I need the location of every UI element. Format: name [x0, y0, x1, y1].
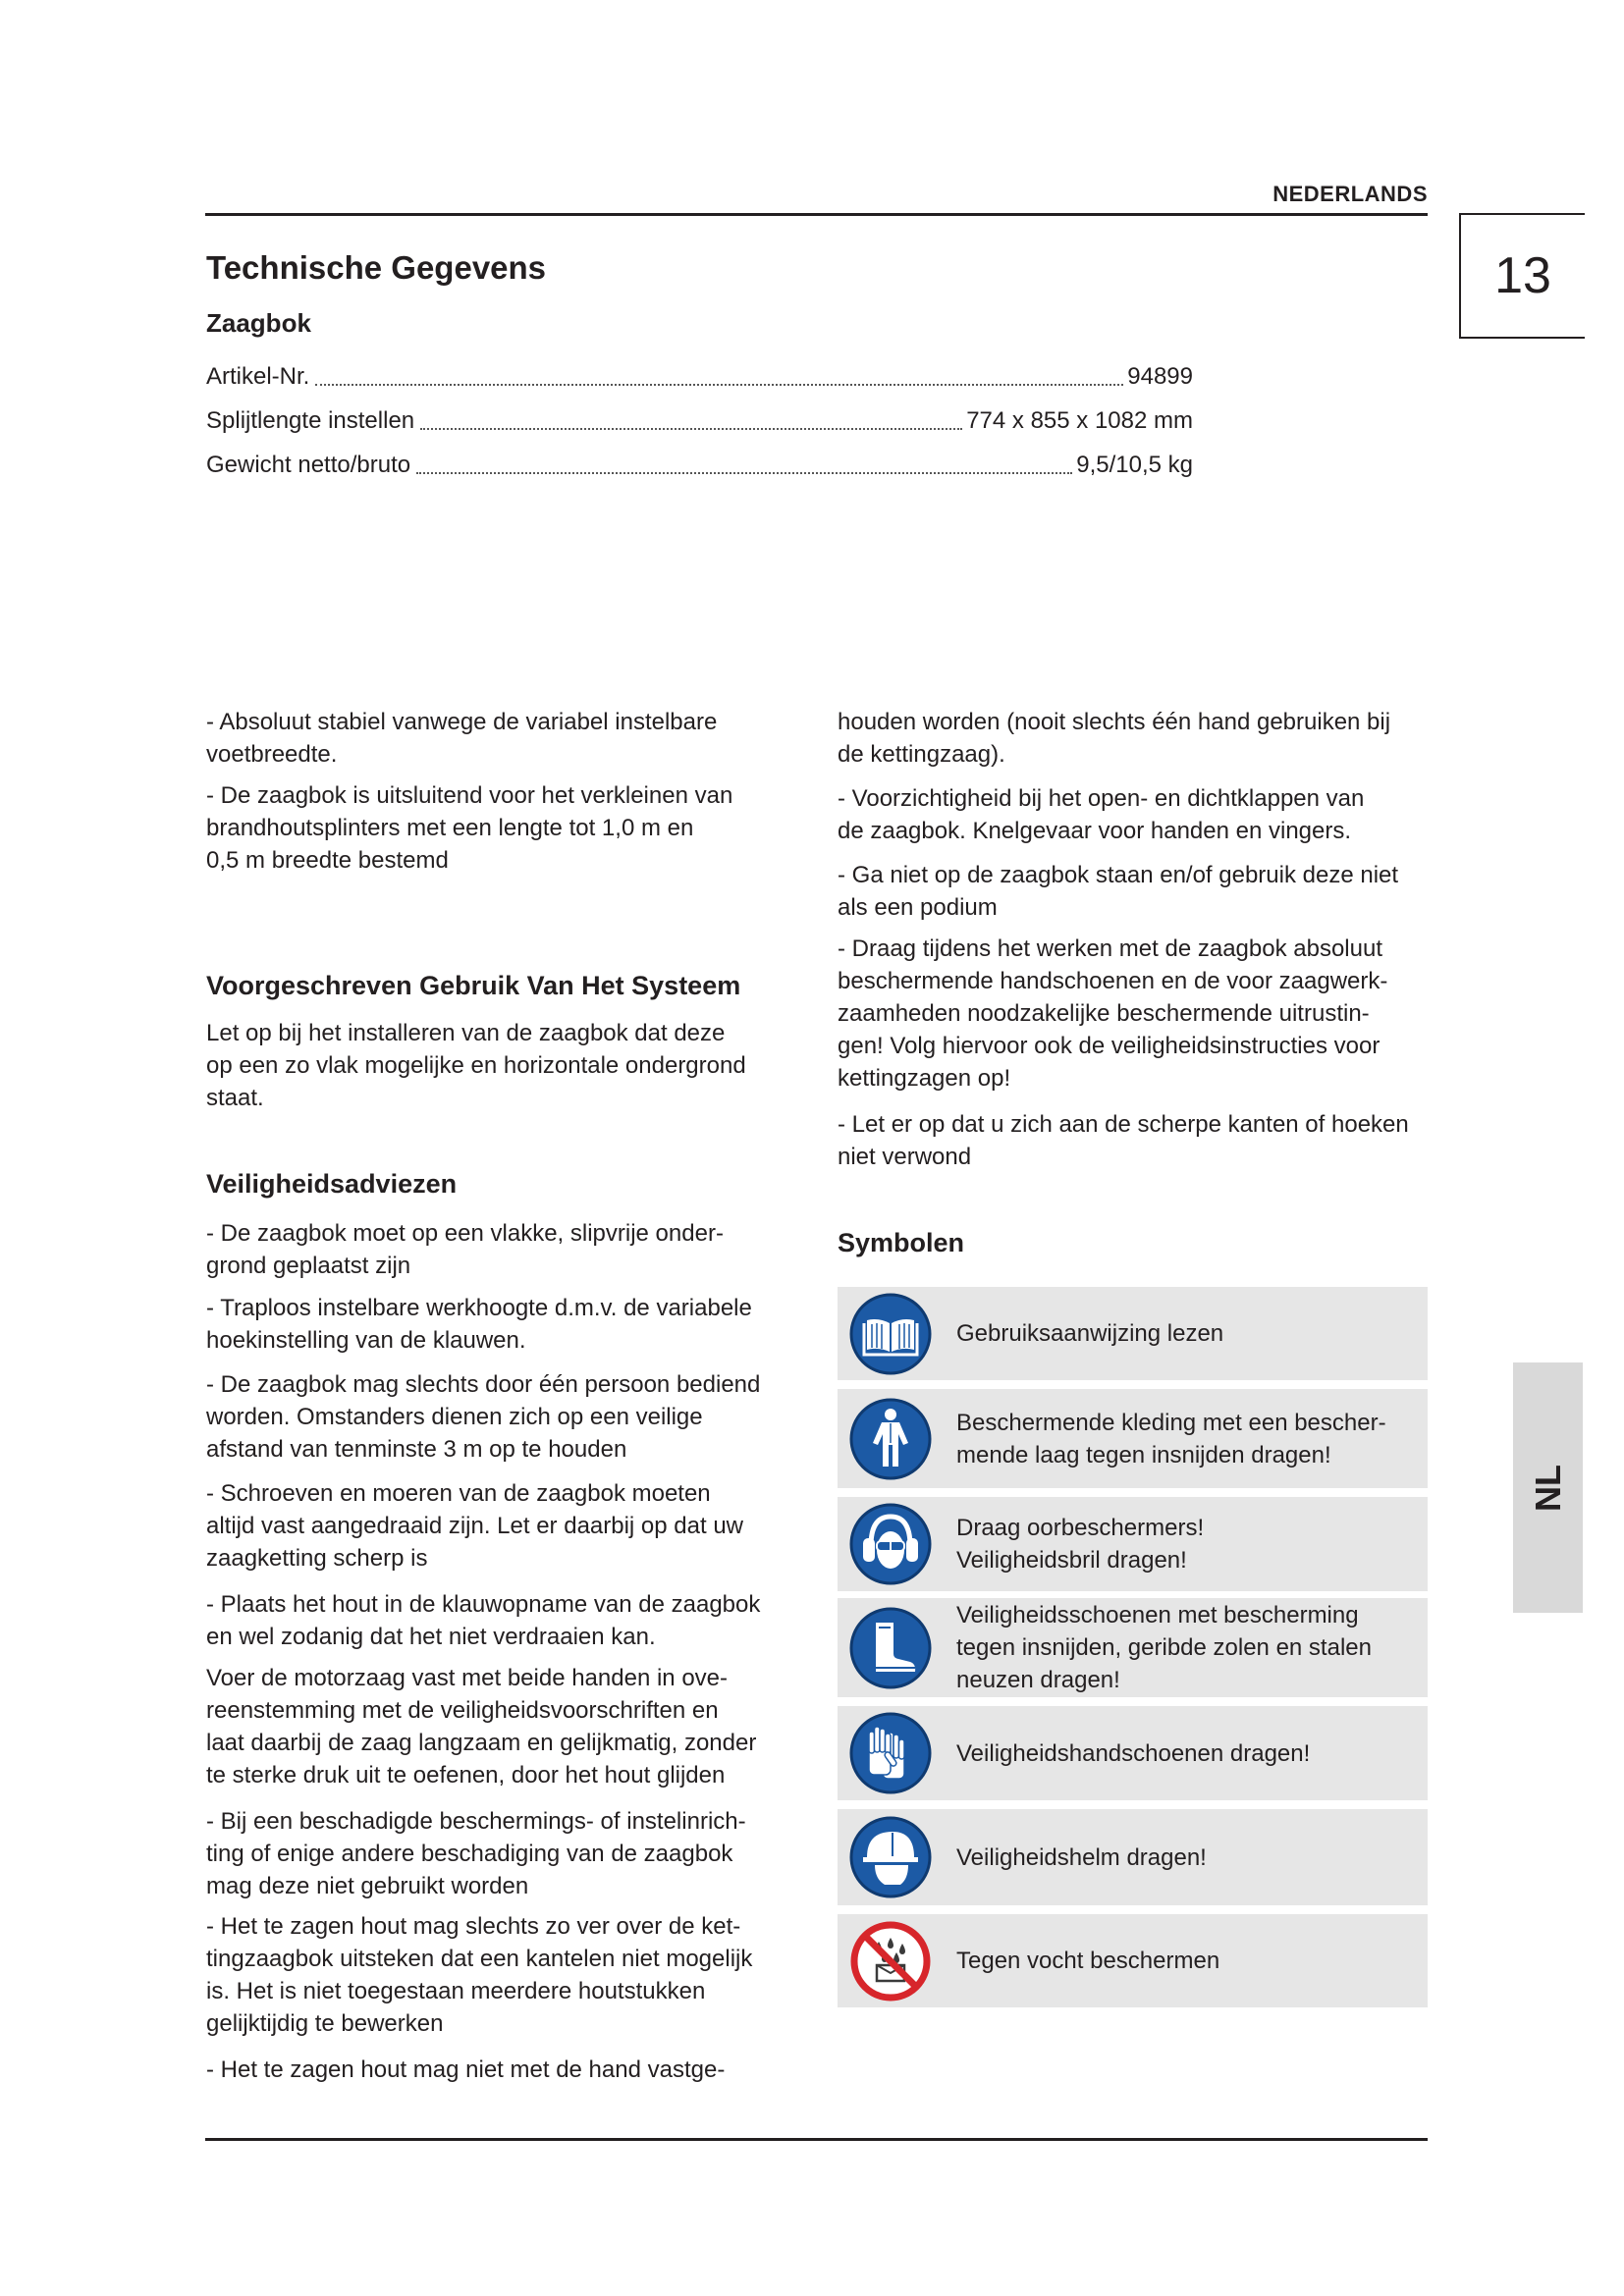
spec-value: 94899 [1127, 363, 1193, 390]
spec-value: 9,5/10,5 kg [1076, 452, 1193, 478]
keep-dry-icon [849, 1920, 932, 2002]
read-manual-icon [849, 1293, 932, 1375]
top-rule [205, 213, 1428, 216]
product-subtitle: Zaagbok [206, 308, 311, 338]
safety-item: - Het te zagen hout mag slechts zo ver over de ket- tingzaagbok uitsteken dat een kantelen niet mogelijk is. Het is niet toegestaan meerdere houtstukken gelijktijdig te bewerken [206, 1913, 753, 2037]
safety-item: - Ga niet op de zaagbok staan en/of gebruik deze niet als een podium [838, 862, 1399, 921]
symbol-caption: Draag oorbeschermers! Veiligheidsbril dragen! [956, 1515, 1205, 1574]
safety-item: - Het te zagen hout mag niet met de hand vastge- [206, 2056, 726, 2083]
safety-gloves-icon [849, 1712, 932, 1794]
spec-value: 774 x 855 x 1082 mm [966, 407, 1193, 434]
spec-label: Gewicht netto/bruto [206, 452, 411, 478]
bottom-rule [205, 2138, 1428, 2141]
spec-row-weight [206, 443, 1193, 487]
safety-item: - Bij een beschadigde beschermings- of instelinrich- ting of enige andere beschadiging van de zaagbok mag deze niet gebruikt worden [206, 1808, 746, 1899]
safety-item: - Plaats het hout in de klauwopname van de zaagbok en wel zodanig dat het niet verdraaien kan. [206, 1591, 761, 1650]
safety-item: - Schroeven en moeren van de zaagbok moeten altijd vast aangedraaid zijn. Let er daarbij op dat uw zaagketting scherp is [206, 1480, 744, 1572]
symbol-row [838, 1389, 1428, 1488]
language-side-tab [1513, 1362, 1583, 1613]
safety-item: - Let er op dat u zich aan de scherpe kanten of hoeken niet verwond [838, 1111, 1409, 1170]
dotted-leader [315, 384, 1123, 386]
symbol-row [838, 1497, 1428, 1591]
symbols-heading: Symbolen [838, 1228, 965, 1257]
symbol-row [838, 1287, 1428, 1380]
protective-clothing-icon [849, 1398, 932, 1480]
safety-item: - Draag tijdens het werken met de zaagbok absoluut beschermende handschoenen en de voor zaagwerk- zaamheden noodzakelijke beschermende uitrustin- gen! Volg hiervoor ook de veiligheidsinstructies voor kettingzagen op! [838, 935, 1388, 1092]
spec-label: Splijtlengte instellen [206, 407, 415, 434]
safety-item: - De zaagbok mag slechts door één persoon bediend worden. Omstanders dienen zich op een veilige afstand van tenminste 3 m op te houden [206, 1371, 761, 1463]
dotted-leader [420, 428, 962, 430]
safety-helmet-icon [849, 1816, 932, 1898]
safety-item: houden worden (nooit slechts één hand gebruiken bij de kettingzaag). [838, 709, 1391, 768]
symbol-caption: Tegen vocht beschermen [956, 1948, 1220, 1974]
symbol-caption: Beschermende kleding met een bescher- mende laag tegen insnijden dragen! [956, 1409, 1386, 1468]
safety-item: - De zaagbok moet op een vlakke, slipvrije onder- grond geplaatst zijn [206, 1220, 724, 1279]
safety-heading: Veiligheidsadviezen [206, 1169, 458, 1199]
symbol-caption: Veiligheidshelm dragen! [956, 1843, 1207, 1871]
symbol-row [838, 1706, 1428, 1800]
safety-boots-icon [849, 1607, 932, 1689]
symbol-caption: Veiligheidsschoenen met bescherming tegen insnijden, geribde zolen en stalen neuzen dragen! [956, 1602, 1372, 1693]
safety-item: - Voorzichtigheid bij het open- en dichtklappen van de zaagbok. Knelgevaar voor handen en vingers. [838, 785, 1365, 844]
spec-label: Artikel-Nr. [206, 363, 310, 390]
symbol-row [838, 1598, 1428, 1697]
symbol-row [838, 1914, 1428, 2007]
dotted-leader [416, 472, 1072, 474]
symbol-caption: Gebruiksaanwijzing lezen [956, 1320, 1224, 1347]
spec-row-article [206, 354, 1193, 399]
usage-heading: Voorgeschreven Gebruik Van Het Systeem [206, 971, 741, 1000]
page-number-box [1459, 213, 1585, 339]
spec-table [206, 354, 1193, 487]
language-label: NEDERLANDS [1272, 182, 1428, 206]
usage-paragraph: Let op bij het installeren van de zaagbok dat deze op een zo vlak mogelijke en horizontale ondergrond staat. [206, 1020, 746, 1111]
spec-row-dimensions [206, 399, 1193, 443]
safety-item: Voer de motorzaag vast met beide handen in ove- reenstemming met de veiligheidsvoorschriften en laat daarbij de zaag langzaam en gelijkmatig, zonder te sterke druk uit te oefenen, door het hout glijden [206, 1665, 757, 1789]
intro-paragraph: - De zaagbok is uitsluitend voor het verkleinen van brandhoutsplinters met een lengte tot 1,0 m en 0,5 m breedte bestemd [206, 782, 733, 874]
page-number: 13 [1494, 247, 1551, 304]
symbol-caption: Veiligheidshandschoenen dragen! [956, 1739, 1311, 1767]
symbol-row [838, 1809, 1428, 1905]
ear-eye-protection-icon [849, 1503, 932, 1585]
page-title: Technische Gegevens [206, 249, 547, 286]
intro-paragraph: - Absoluut stabiel vanwege de variabel instelbare voetbreedte. [206, 709, 718, 768]
safety-item: - Traploos instelbare werkhoogte d.m.v. de variabele hoekinstelling van de klauwen. [206, 1295, 752, 1354]
side-tab-label: NL [1527, 1464, 1568, 1512]
